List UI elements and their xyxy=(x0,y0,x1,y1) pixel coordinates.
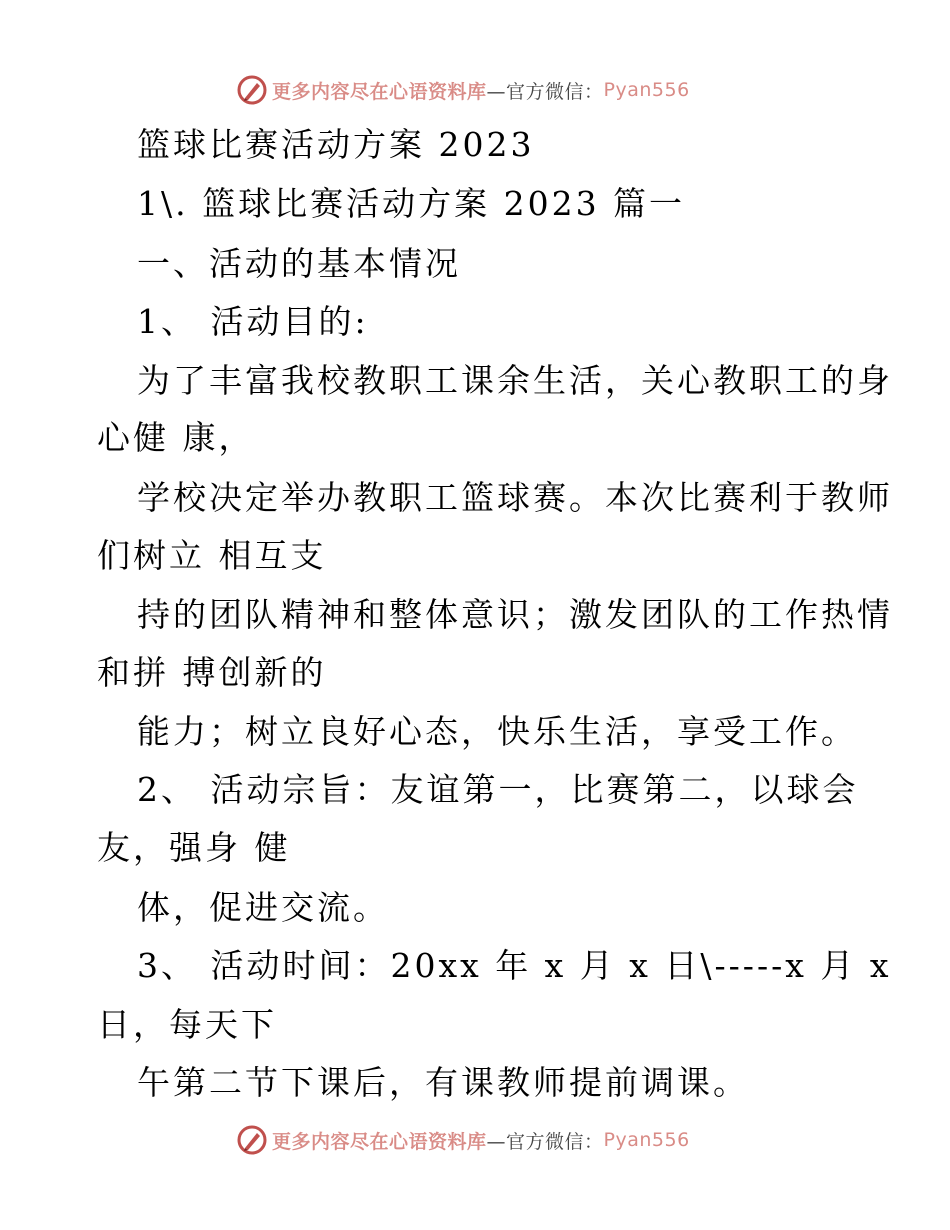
pen-logo-icon xyxy=(236,74,268,106)
paragraph-line: 2、 活动宗旨：友谊第一，比赛第二，以球会 xyxy=(137,770,859,809)
paragraph-line: 为了丰富我校教职工课余生活，关心教职工的身 xyxy=(137,361,893,400)
paragraph-line: 3、 活动时间：20xx 年 x 月 x 日\-----x 月 x xyxy=(137,946,892,985)
paragraph-line: 能力；树立良好心态，快乐生活，享受工作。 xyxy=(137,712,857,751)
watermark-handle-text: Pyan556 xyxy=(603,79,690,101)
watermark-main-text: 更多内容尽在心语资料库 xyxy=(272,1130,487,1153)
paragraph-line: 们树立 相互支 xyxy=(97,536,327,575)
paragraph-line: 日，每天下 xyxy=(97,1005,277,1044)
paragraph-line: 学校决定举办教职工篮球赛。本次比赛利于教师 xyxy=(137,478,893,517)
watermark-main-text: 更多内容尽在心语资料库 xyxy=(272,80,487,103)
subsection-heading: 一、活动的基本情况 xyxy=(137,244,461,283)
watermark-handle-text: Pyan556 xyxy=(603,1129,690,1151)
section-heading: 1\. 篮球比赛活动方案 2023 篇一 xyxy=(137,184,686,223)
watermark-official-text: —官方微信： xyxy=(486,80,604,103)
paragraph-line: 心健 康， xyxy=(97,418,255,457)
paragraph-line: 持的团队精神和整体意识；激发团队的工作热情 xyxy=(137,595,893,634)
paragraph-line: 午第二节下课后，有课教师提前调课。 xyxy=(137,1063,749,1102)
paragraph-line: 体，促进交流。 xyxy=(137,888,389,927)
header-watermark xyxy=(236,72,690,108)
item-heading: 1、 活动目的: xyxy=(137,302,369,341)
pen-logo-icon xyxy=(236,1124,268,1156)
paragraph-line: 和拼 搏创新的 xyxy=(97,653,327,692)
document-title: 篮球比赛活动方案 2023 xyxy=(137,125,535,164)
watermark-official-text: —官方微信： xyxy=(486,1130,604,1153)
paragraph-line: 友，强身 健 xyxy=(97,828,291,867)
footer-watermark xyxy=(236,1122,690,1158)
